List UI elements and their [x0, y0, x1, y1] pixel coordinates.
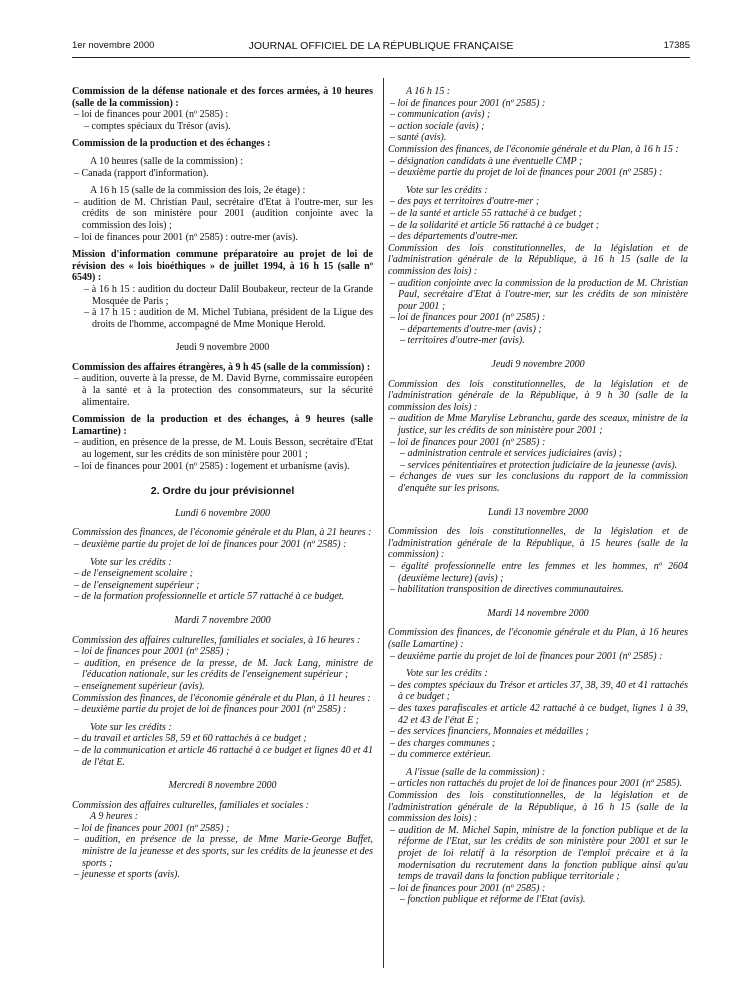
agenda-subitem: – à 17 h 15 : audition de M. Michel Tubiana, président de la Ligue des droits de l'homme, accompagné de Mme Monique Herold. [84, 307, 373, 330]
vote-heading: Vote sur les crédits : [90, 556, 172, 568]
agenda-item: – des pays et territoires d'outre-mer ; [390, 196, 540, 208]
commission-heading: Commission de la défense nationale et des forces armées, à 10 heures (salle de la commission) : [72, 86, 373, 109]
agenda-item: – action sociale (avis) ; [390, 120, 485, 132]
commission-heading: Commission des affaires culturelles, familiales et sociales, à 16 heures : [72, 634, 361, 646]
day-heading: Jeudi 9 novembre 2000 [175, 342, 270, 354]
agenda-subitem: – administration centrale et services judiciaires (avis) ; [400, 448, 623, 460]
agenda-item: – loi de finances pour 2001 (nº 2585) : [74, 109, 229, 121]
commission-heading: Commission des finances, de l'économie générale et du Plan, à 16 h 15 : [388, 143, 679, 155]
session-time: A 10 heures (salle de la commission) : [90, 155, 244, 167]
agenda-item: – loi de finances pour 2001 (nº 2585) : [390, 97, 546, 109]
agenda-item: – audition de Mme Marylise Lebranchu, garde des sceaux, ministre de la justice, sur les crédits de son ministère pour 2001 ; [390, 413, 688, 437]
vote-heading: Vote sur les crédits : [406, 184, 488, 196]
agenda-subitem: – fonction publique et réforme de l'Etat (avis). [400, 894, 586, 906]
day-heading: Mardi 7 novembre 2000 [174, 614, 271, 626]
left-column [72, 86, 373, 881]
vote-heading: Vote sur les crédits : [90, 721, 172, 733]
agenda-item: – de la santé et article 55 rattaché à ce budget ; [390, 207, 582, 219]
agenda-item: – audition, en présence de la presse, de M. Louis Besson, secrétaire d'Etat au logement, sur les crédits de son ministère pour 2001 ; [74, 437, 373, 461]
session-time: A l'issue (salle de la commission) : [406, 766, 546, 778]
agenda-item: – loi de finances pour 2001 (nº 2585) : [390, 882, 546, 894]
page-number: 17385 [663, 40, 690, 51]
commission-heading: Commission de la production et des échanges : [72, 138, 271, 150]
agenda-item: – des services financiers, Monnaies et médailles ; [390, 726, 589, 738]
agenda-subitem: – comptes spéciaux du Trésor (avis). [84, 120, 231, 132]
agenda-item: – communication (avis) ; [390, 109, 491, 121]
agenda-item: – du commerce extérieur. [390, 749, 491, 761]
commission-heading: Mission d'information commune préparatoire au projet de loi de révision des « lois bioéthiques » de juillet 1994, à 16 h 15 (salle nº 6549) : [72, 249, 373, 284]
agenda-item: – de l'enseignement scolaire ; [74, 568, 193, 580]
agenda-item: – du travail et articles 58, 59 et 60 rattachés à ce budget ; [74, 733, 307, 745]
agenda-item: – santé (avis). [390, 132, 447, 144]
agenda-item: – deuxième partie du projet de loi de finances pour 2001 (nº 2585) : [74, 704, 347, 716]
commission-heading: Commission des lois constitutionnelles, de la législation et de l'administration générale de la République, à 16 h 15 (salle de la commission des lois) : [388, 790, 688, 825]
agenda-item: – deuxième partie du projet de loi de finances pour 2001 (nº 2585) : [74, 539, 347, 550]
right-column [388, 86, 688, 906]
commission-heading: Commission des finances, de l'économie générale et du Plan, à 11 heures : [72, 692, 371, 704]
agenda-item: – égalité professionnelle entre les femmes et les hommes, nº 2604 (deuxième lecture) (avis) ; [390, 560, 688, 584]
agenda-item: – enseignement supérieur (avis). [74, 680, 205, 692]
agenda-item: – de l'enseignement supérieur ; [74, 579, 200, 591]
agenda-item: – audition, en présence de la presse, de Mme Marie-George Buffet, ministre de la jeunesse et des sports, sur les crédits de la jeunesse et des sports ; [74, 834, 373, 869]
session-time: A 16 h 15 : [406, 86, 451, 97]
agenda-item: – audition de M. Michel Sapin, ministre de la fonction publique et de la réforme de l'Etat, sur les crédits de son ministère pour 2001 et sur le projet de loi relatif à la résorption de l'emploi précaire et à la modernisation du recrutement dans la fonction publique ainsi qu'au temps de travail dans la fonction publique territoriale ; [390, 824, 688, 883]
agenda-item: – des comptes spéciaux du Trésor et articles 37, 38, 39, 40 et 41 rattachés à ce budget ; [390, 679, 688, 703]
agenda-item: – de la communication et article 46 rattaché à ce budget et lignes 40 et 41 de l'état E. [74, 744, 373, 768]
journal-title: JOURNAL OFFICIEL DE LA RÉPUBLIQUE FRANÇAISE [248, 40, 514, 52]
day-heading: Lundi 6 novembre 2000 [175, 507, 270, 519]
column-divider [383, 78, 384, 968]
issue-date: 1er novembre 2000 [72, 40, 155, 51]
agenda-item: – deuxième partie du projet de loi de finances pour 2001 (nº 2585) : [390, 650, 663, 662]
agenda-item: – articles non rattachés du projet de loi de finances pour 2001 (nº 2585). [390, 778, 683, 790]
header-rule [72, 57, 690, 58]
vote-heading: Vote sur les crédits : [406, 668, 488, 680]
commission-heading: Commission des lois constitutionnelles, de la législation et de l'administration générale de la République, à 15 heures (salle de la commission) : [388, 526, 688, 561]
agenda-item: – des taxes parafiscales et article 42 rattaché à ce budget, lignes 1 à 39, 42 et 43 de l'état E ; [390, 702, 688, 726]
day-heading: Lundi 13 novembre 2000 [488, 506, 588, 518]
agenda-item: – audition, en présence de la presse, de M. Jack Lang, ministre de l'éducation nationale, sur les crédits de l'enseignement supérieur ; [74, 657, 373, 681]
agenda-item: – habilitation transposition de directives communautaires. [390, 584, 624, 596]
commission-heading: Commission des finances, de l'économie générale et du Plan, à 16 heures (salle Lamartine) : [388, 627, 688, 650]
agenda-item: – loi de finances pour 2001 (nº 2585) : [390, 436, 546, 448]
agenda-item: – audition conjointe avec la commission de la production de M. Christian Paul, secrétaire d'Etat à l'outre-mer, sur les crédits de son ministère pour 2001 ; [390, 277, 688, 312]
agenda-subitem: – à 16 h 15 : audition du docteur Dalil Boubakeur, recteur de la Grande Mosquée de Paris ; [84, 283, 373, 307]
agenda-subitem: – territoires d'outre-mer (avis). [400, 335, 525, 347]
day-heading: Mercredi 8 novembre 2000 [168, 780, 277, 792]
agenda-item: – audition de M. Christian Paul, secrétaire d'Etat à l'outre-mer, sur les crédits de son ministère pour 2001 (audition conjointe avec la commission des lois) ; [74, 196, 373, 231]
commission-heading: Commission de la production et des échanges, à 9 heures (salle Lamartine) : [72, 414, 373, 437]
commission-heading: Commission des lois constitutionnelles, de la législation et de l'administration générale de la République, à 16 h 15 (salle de la commission des lois) : [388, 242, 688, 277]
agenda-item: – deuxième partie du projet de loi de finances pour 2001 (nº 2585) : [390, 167, 663, 179]
agenda-item: – de la formation professionnelle et article 57 rattaché à ce budget. [74, 591, 345, 603]
agenda-item: – loi de finances pour 2001 (nº 2585) : [390, 312, 546, 324]
section-title: 2. Ordre du jour prévisionnel [150, 485, 295, 498]
agenda-item: – échanges de vues sur les conclusions du rapport de la commission d'enquête sur les prisons. [390, 471, 688, 494]
page-header [72, 40, 690, 56]
agenda-item: – Canada (rapport d'information). [74, 167, 209, 179]
session-time: A 16 h 15 (salle de la commission des lois, 2e étage) : [90, 185, 306, 197]
agenda-item: – loi de finances pour 2001 (nº 2585) : outre-mer (avis). [74, 231, 298, 243]
day-heading: Mardi 14 novembre 2000 [487, 607, 589, 619]
agenda-item: – de la solidarité et article 56 rattaché à ce budget ; [390, 219, 600, 231]
agenda-item: – désignation candidats à une éventuelle CMP ; [390, 155, 583, 167]
agenda-item: – des charges communes ; [390, 737, 496, 749]
session-time: A 9 heures : [90, 811, 139, 823]
agenda-subitem: – départements d'outre-mer (avis) ; [400, 323, 542, 335]
commission-heading: Commission des lois constitutionnelles, de la législation et de l'administration générale de la République, à 9 h 30 (salle de la commission des lois) : [388, 378, 688, 413]
agenda-item: – jeunesse et sports (avis). [74, 869, 180, 881]
agenda-item: – des départements d'outre-mer. [390, 231, 518, 243]
agenda-item: – loi de finances pour 2001 (nº 2585) ; [74, 822, 230, 834]
agenda-item: – audition, ouverte à la presse, de M. David Byrne, commissaire européen à la santé et à la protection des consommateurs, sur la sécurité alimentaire. [74, 373, 373, 408]
agenda-item: – loi de finances pour 2001 (nº 2585) : logement et urbanisme (avis). [74, 460, 350, 472]
agenda-subitem: – services pénitentiaires et protection judiciaire de la jeunesse (avis). [400, 459, 678, 471]
commission-heading: Commission des affaires culturelles, familiales et sociales : [72, 799, 310, 811]
day-heading: Jeudi 9 novembre 2000 [491, 359, 585, 371]
agenda-item: – loi de finances pour 2001 (nº 2585) ; [74, 646, 230, 658]
commission-heading: Commission des finances, de l'économie générale et du Plan, à 21 heures : [72, 527, 372, 539]
commission-heading: Commission des affaires étrangères, à 9 h 45 (salle de la commission) : [72, 361, 371, 373]
